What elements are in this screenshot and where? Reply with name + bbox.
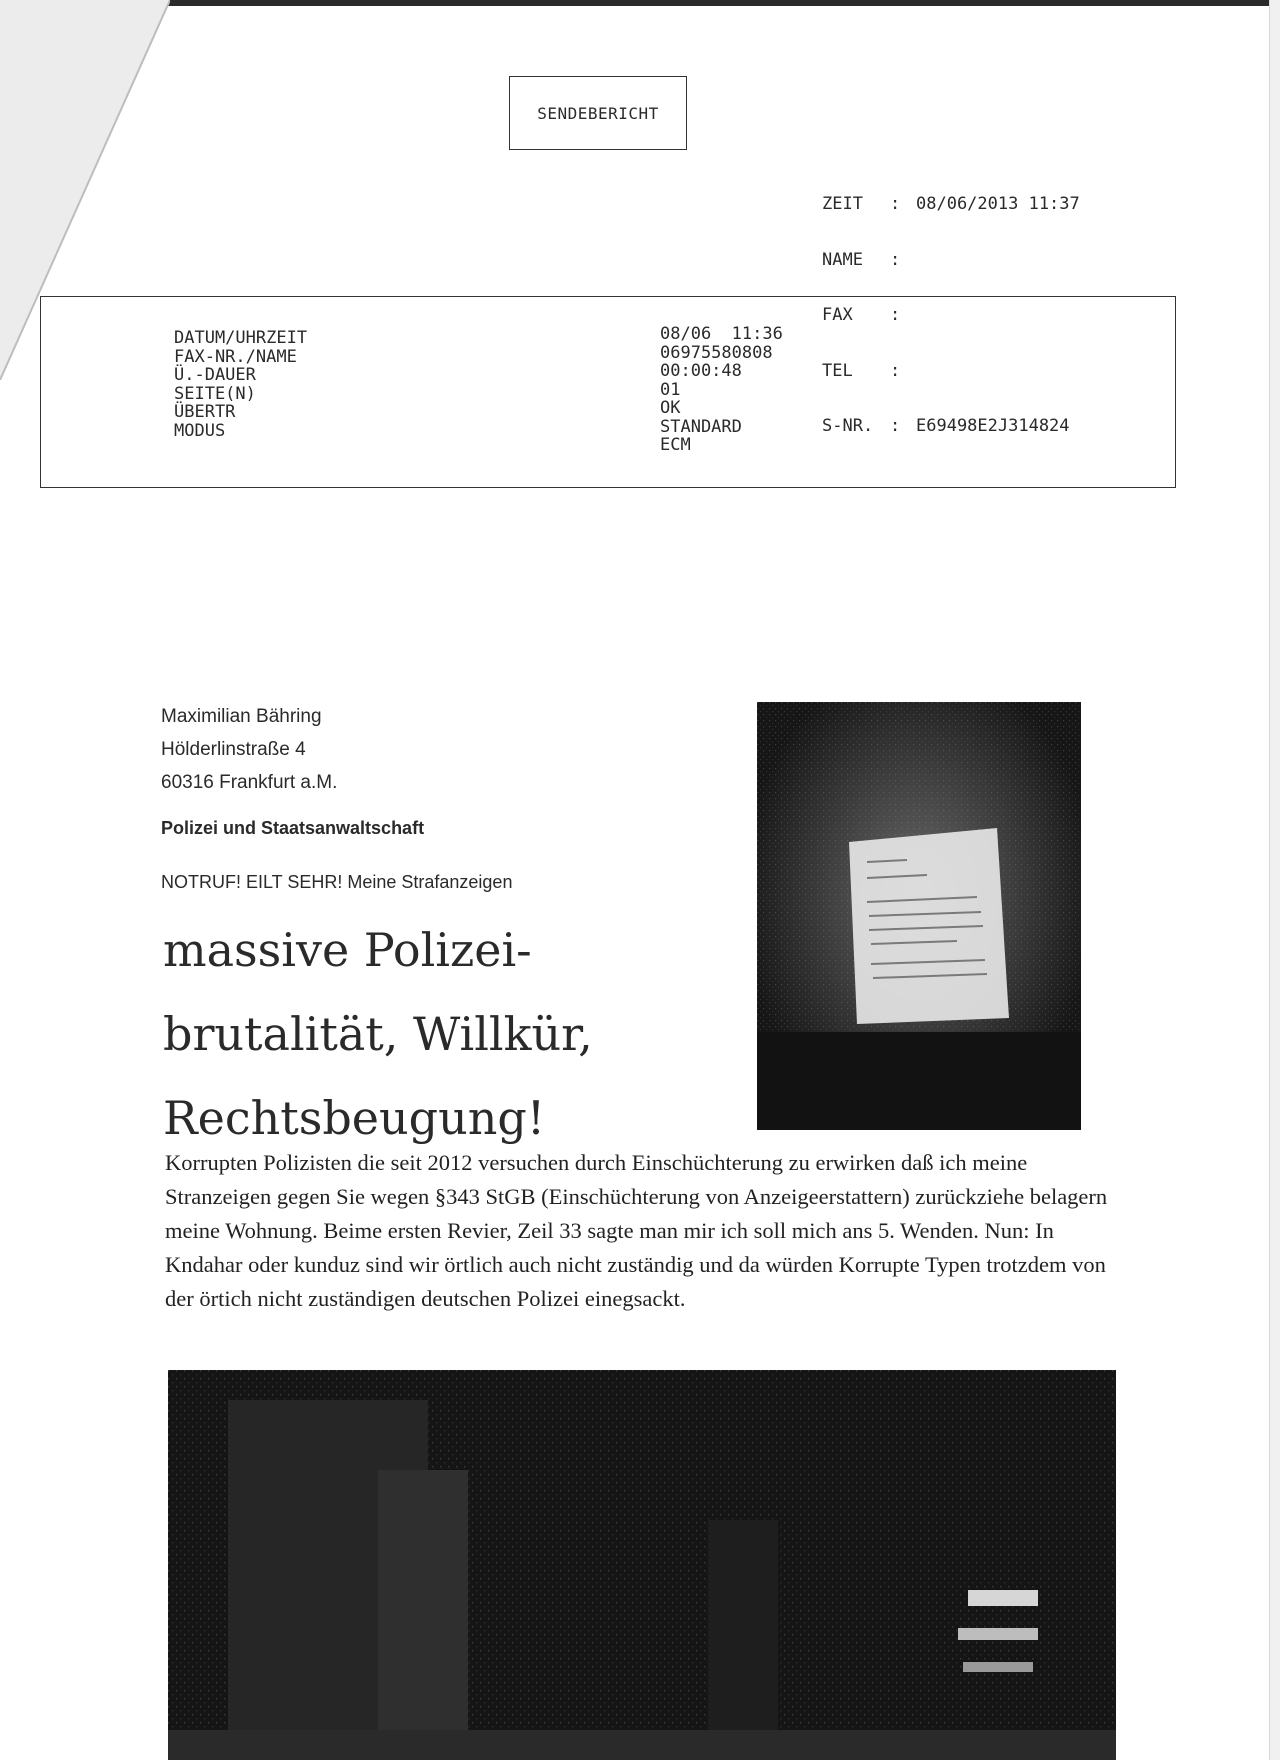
header-row-name: NAME : (822, 249, 901, 270)
subject-line: NOTRUF! EILT SEHR! Meine Strafanzeigen (161, 872, 513, 892)
scan-top-edge (0, 0, 1280, 6)
recipient: Polizei und Staatsanwaltschaft (161, 818, 425, 838)
headline-line: massive Polizei- (163, 923, 532, 977)
tx-label: FAX-NR./NAME (174, 346, 297, 367)
sender-street: Hölderlinstraße 4 (161, 739, 306, 760)
header-key: FAX (822, 305, 853, 325)
tx-label: DATUM/UHRZEIT (174, 328, 308, 348)
header-row-tel: TEL : (822, 360, 901, 381)
tx-label: MODUS (174, 420, 226, 441)
header-key: NAME (822, 249, 863, 270)
transmission-labels (174, 329, 307, 440)
header-value: E69498E2J314824 (916, 416, 1070, 436)
sender-name: Maximilian Bähring (161, 706, 322, 727)
photo-document-on-door (757, 702, 1081, 1130)
tx-value: ECM (660, 435, 691, 455)
transmission-details-box (40, 296, 1176, 488)
tx-label: SEITE(N) (174, 383, 256, 404)
tx-value: 01 (660, 379, 681, 400)
tx-value: 00:00:48 (660, 361, 742, 381)
header-row-snr: S-NR. : E69498E2J314824 (822, 416, 1070, 436)
headline-line: Rechtsbeugung! (163, 1091, 546, 1145)
scan-right-edge (1269, 0, 1280, 1760)
tx-label: Ü.-DAUER (174, 365, 256, 385)
header-row-zeit: ZEIT : 08/06/2013 11:37 (822, 194, 1080, 214)
header-value: 08/06/2013 11:37 (916, 194, 1080, 214)
header-key: TEL (822, 360, 853, 381)
tx-value: 06975580808 (660, 342, 773, 363)
tx-label: ÜBERTR (174, 402, 236, 422)
letter-body: Korrupten Polizisten die seit 2012 versuchen durch Einschüchterung zu erwirken daß ich meine Stranzeigen gegen Sie wegen §343 StGB (Einschüchterung von Anzeigeerstattern) zurückziehe belagern meine Wohnung. Beime ersten Revier, Zeil 33 sagte man mir ich soll mich ans 5. Wenden. Nun: In Kndahar oder kunduz sind wir örtlich auch nicht zuständig und da würden Korrupte Typen trotzdem von der örtich nicht zuständigen deutschen Polizei einegsackt. (165, 1150, 1108, 1311)
tx-value: 08/06 11:36 (660, 324, 783, 344)
transmission-values (660, 325, 783, 455)
tx-value: OK (660, 398, 681, 418)
sender-address (161, 700, 337, 799)
photo-building-entrance (168, 1370, 1116, 1760)
headline-line: brutalität, Willkür, (163, 1007, 593, 1061)
headline (163, 908, 633, 1160)
fax-report-title: SENDEBERICHT (509, 76, 687, 150)
header-row-fax: FAX : (822, 305, 901, 325)
sender-city: 60316 Frankfurt a.M. (161, 772, 338, 793)
header-key: S-NR. (822, 416, 874, 436)
tx-value: STANDARD (660, 416, 742, 437)
header-key: ZEIT (822, 194, 863, 214)
